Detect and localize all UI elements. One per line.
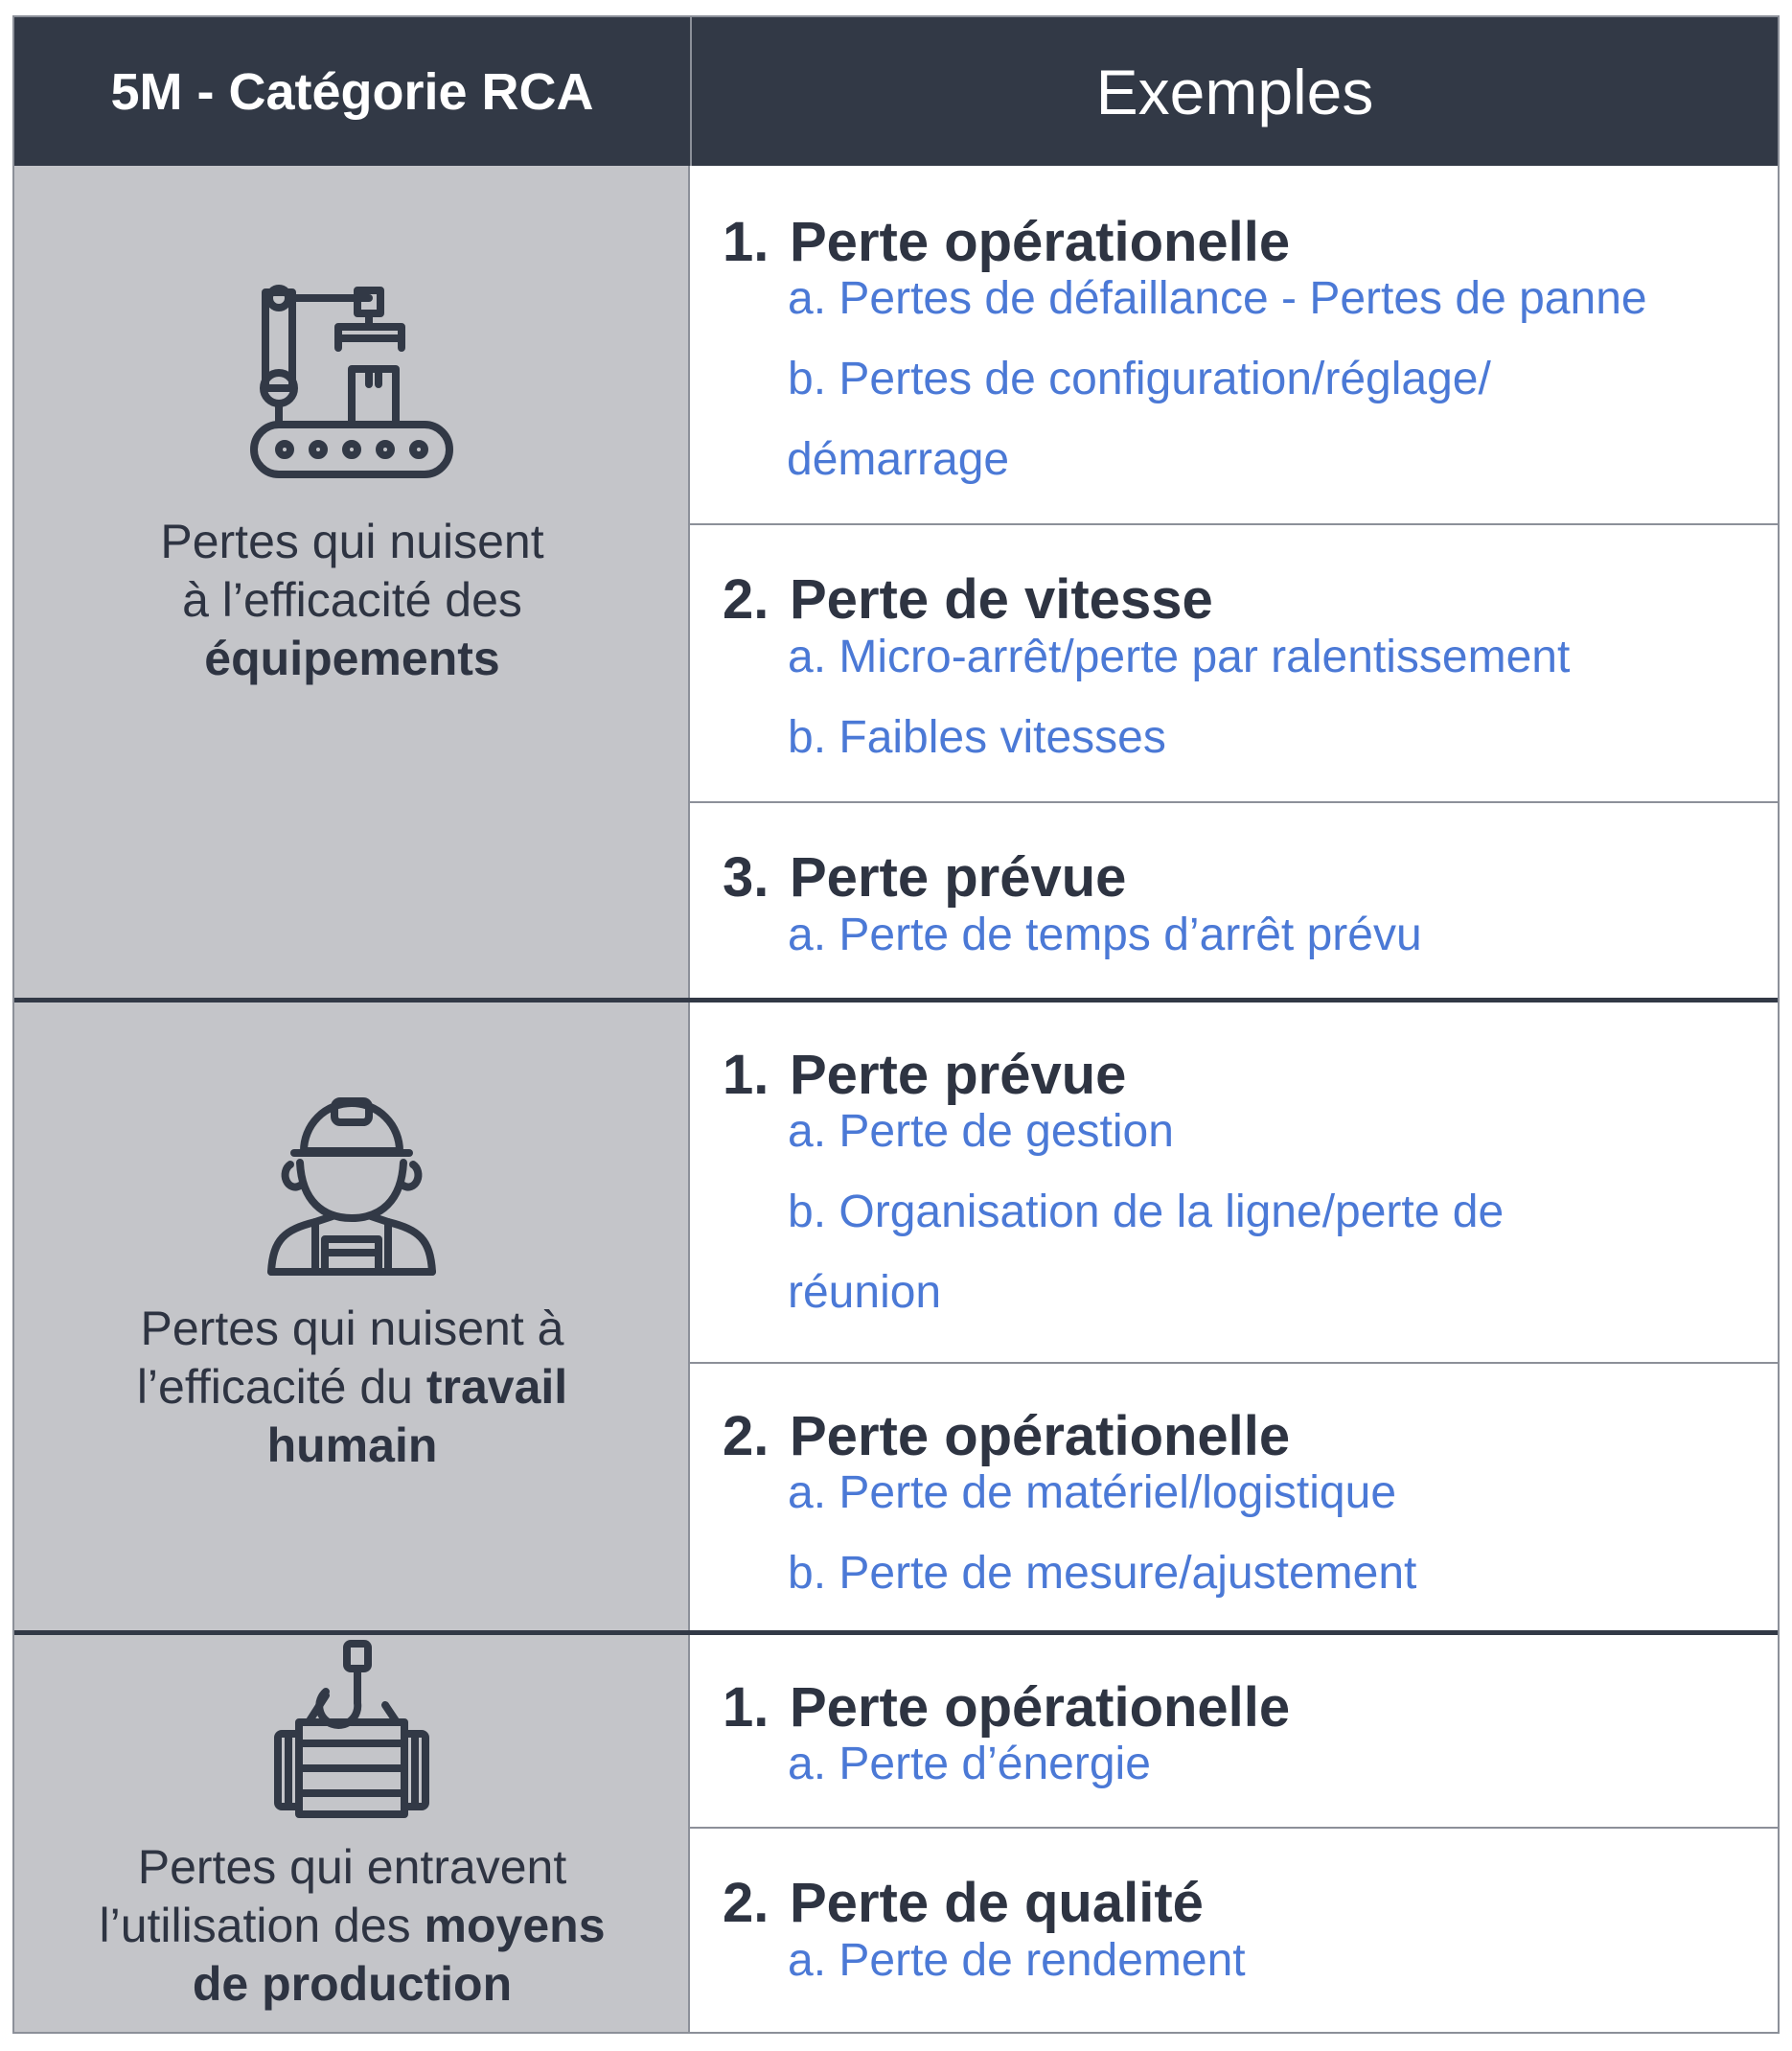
category-equipment xyxy=(14,166,690,1000)
category-human-labor xyxy=(14,1000,690,1632)
example-cell xyxy=(690,1002,1778,1362)
header-category: 5M - Catégorie RCA xyxy=(14,17,690,166)
example-items: a. Pertes de défaillance - Pertes de panne b. Pertes de configuration/réglage/ démarrage xyxy=(787,273,1647,485)
example-items: a. Perte de temps d’arrêt prévu xyxy=(788,910,1422,960)
example-title: 1. Perte prévue xyxy=(723,1044,1127,1106)
example-cell xyxy=(690,166,1778,523)
header-examples: Exemples xyxy=(690,17,1778,166)
example-title: 2. Perte opérationelle xyxy=(723,1405,1291,1467)
example-items: a. Micro-arrêt/perte par ralentissement b. Faibles vitesses xyxy=(788,632,1571,763)
rca-table xyxy=(12,15,1780,2034)
example-items: a. Perte de rendement xyxy=(788,1935,1246,1986)
example-cell xyxy=(690,803,1778,1000)
category-human-labor-description: Pertes qui nuisent à l’efficacité du travail humain xyxy=(136,1302,568,1472)
example-items: a. Perte de gestion b. Organisation de la ligne/perte de réunion xyxy=(788,1106,1505,1318)
example-items: a. Perte de matériel/logistique b. Perte de mesure/ajustement xyxy=(788,1467,1417,1599)
example-title: 1. Perte opérationelle xyxy=(723,211,1291,273)
example-title: 2. Perte de qualité xyxy=(723,1872,1204,1934)
example-cell xyxy=(690,1364,1778,1630)
example-cell xyxy=(690,1635,1778,1827)
example-title: 2. Perte de vitesse xyxy=(723,568,1213,631)
example-cell xyxy=(690,525,1778,801)
worker-hardhat-icon xyxy=(265,1095,438,1278)
category-means-of-production xyxy=(14,1632,690,2032)
conveyor-robot-icon xyxy=(246,281,457,482)
example-title: 1. Perte opérationelle xyxy=(723,1676,1291,1739)
crane-hook-crate-icon xyxy=(270,1638,433,1820)
category-equipment-description: Pertes qui nuisent à l’efficacité des équipements xyxy=(160,515,544,685)
example-items: a. Perte d’énergie xyxy=(788,1739,1151,1789)
example-cell xyxy=(690,1829,1778,2032)
category-means-of-production-description: Pertes qui entravent l’utilisation des moyens de production xyxy=(99,1840,606,2011)
example-title: 3. Perte prévue xyxy=(723,846,1127,909)
